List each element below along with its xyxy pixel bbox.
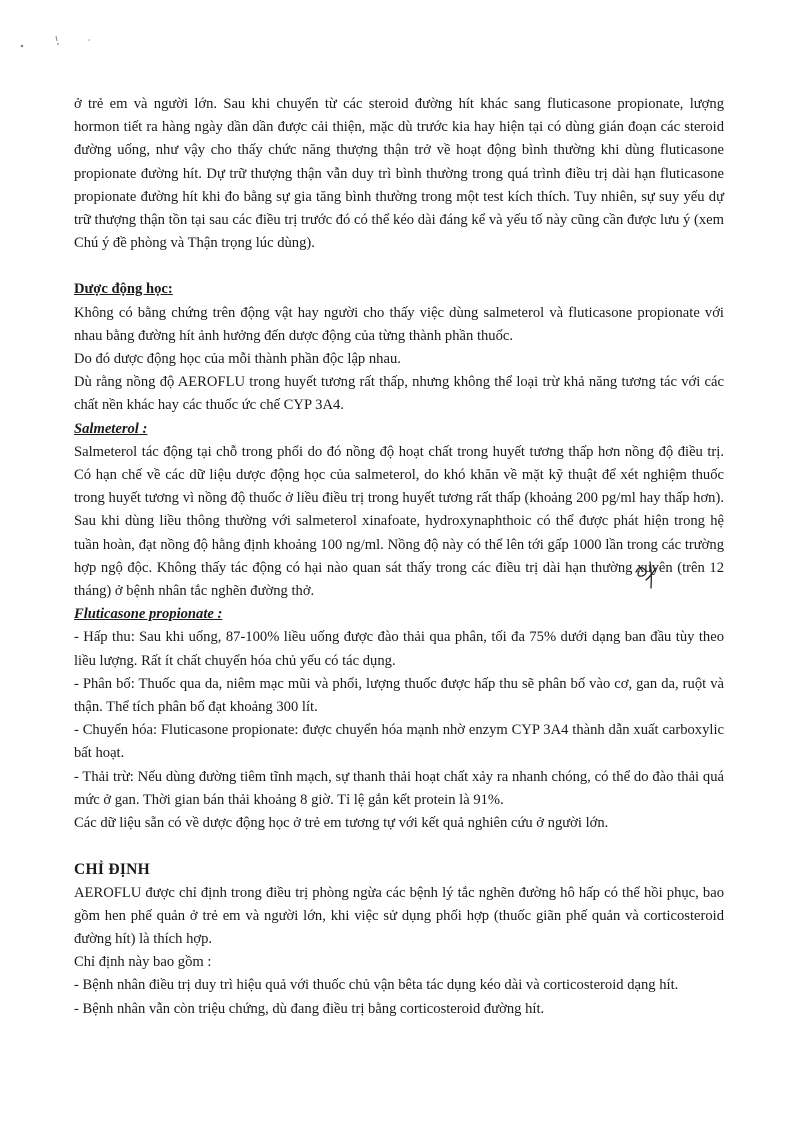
fluticasone-absorption: - Hấp thu: Sau khi uống, 87-100% liều uống được đào thải qua phân, tối đa 75% dưới dạng ban đầu tùy theo liều lượng. Rất ít chất chuyển hóa chủ yếu có tác dụng.: [74, 629, 724, 669]
pk-paragraph-1: Không có bằng chứng trên động vật hay người cho thấy việc dùng salmeterol và fluticasone propionate với nhau bằng đường hít ảnh hưởng đến dược động của từng thành phần thuốc.: [74, 304, 724, 344]
indication-item-2: - Bệnh nhân vẫn còn triệu chứng, dù đang điều trị bằng corticosteroid đường hít.: [74, 1000, 545, 1017]
pk-children-note: Các dữ liệu sẵn có về dược động học ở trẻ em tương tự với kết quả nghiên cứu ở người lớn.: [74, 815, 609, 832]
fluticasone-heading: Fluticasone propionate :: [74, 606, 223, 623]
fluticasone-metabolism: - Chuyển hóa: Fluticasone propionate: được chuyển hóa mạnh nhờ enzym CYP 3A4 thành dẫn xuất carboxylic bất hoạt.: [74, 722, 724, 762]
document-page: [74, 93, 724, 1021]
scan-specks: [18, 30, 98, 60]
fluticasone-elimination: - Thải trừ: Nếu dùng đường tiêm tĩnh mạch, sự thanh thải hoạt chất xảy ra nhanh chóng, có thể do đào thải quá mức ở gan. Thời gian bán thải khoảng 8 giờ. Tỉ lệ gắn kết protein là 91%.: [74, 768, 724, 808]
pk-paragraph-2: Do đó dược động học của mỗi thành phần độc lập nhau.: [74, 351, 401, 368]
pk-heading: Dược động học:: [74, 281, 173, 298]
fluticasone-distribution: - Phân bố: Thuốc qua da, niêm mạc mũi và phổi, lượng thuốc được hấp thu sẽ phân bố vào cơ, gan da, ruột và thận. Thể tích phân bố đạt khoảng 300 lít.: [74, 675, 724, 716]
indication-heading: CHỈ ĐỊNH: [74, 861, 151, 879]
intro-paragraph: ở trẻ em và người lớn. Sau khi chuyển từ các steroid đường hít khác sang fluticasone propionate, lượng hormon tiết ra hàng ngày dần dần được cải thiện, mặc dù trước kia hay hiện tại có dùng gián đoạn các steroid đường uống, như vậy cho thấy chức năng thượng thận trở về hoạt động bình thường khi dùng fluticasone propionate đường hít. Dự trữ thượng thận vẫn duy trì bình thường trong quá trình điều trị dài hạn fluticasone propionate đường hít khi đo bằng sự gia tăng bình thường trong một test kích thích. Tuy nhiên, sự suy yếu dự trữ thượng thận tồn tại sau các điều trị trước đó có thể kéo dài đáng kể và yếu tố này cũng cần được lưu ý (xem Chú ý đề phòng và Thận trọng lúc dùng).: [74, 96, 724, 252]
pk-paragraph-3: Dù rằng nồng độ AEROFLU trong huyết tương rất thấp, nhưng không thể loại trừ khả năng tương tác với các chất nền khác hay các thuốc ức chế CYP 3A4.: [74, 374, 724, 414]
indication-item-1: - Bệnh nhân điều trị duy trì hiệu quả với thuốc chủ vận bêta tác dụng kéo dài và corticosteroid dạng hít.: [74, 977, 679, 994]
handwritten-mark: [632, 558, 664, 592]
indication-includes: Chỉ định này bao gồm :: [74, 954, 212, 971]
indication-paragraph: AEROFLU được chỉ định trong điều trị phòng ngừa các bệnh lý tắc nghẽn đường hô hấp có thể hồi phục, bao gồm hen phế quản ở trẻ em và người lớn, khi việc sử dụng phối hợp (thuốc giãn phế quản và corticosteroid đường hít) là thích hợp.: [74, 884, 724, 947]
salmeterol-heading: Salmeterol :: [74, 420, 148, 437]
salmeterol-paragraph: Salmeterol tác động tại chỗ trong phổi do đó nồng độ hoạt chất trong huyết tương thấp hơn nồng độ điều trị. Có hạn chế về các dữ liệu dược động học của salmeterol, do khó khăn về mặt kỹ thuật để xét nghiệm thuốc trong huyết tương vì nồng độ thuốc ở liều điều trị trong huyết tương rất thấp (khoảng 200 pg/ml hay thấp hơn). Sau khi dùng liều thông thường với salmeterol xinafoate, hydroxynaphthoic có thể được phát hiện trong hệ tuần hoàn, đạt nồng độ hằng định khoảng 100 ng/ml. Nồng độ này có thể lên tới gấp 1000 lần trong các trường hợp ngộ độc. Không thấy tác động có hại nào quan sát thấy trong các điều trị dài hạn thường xuyên (trên 12 tháng) ở bệnh nhân tắc nghẽn đường thở.: [74, 443, 724, 600]
